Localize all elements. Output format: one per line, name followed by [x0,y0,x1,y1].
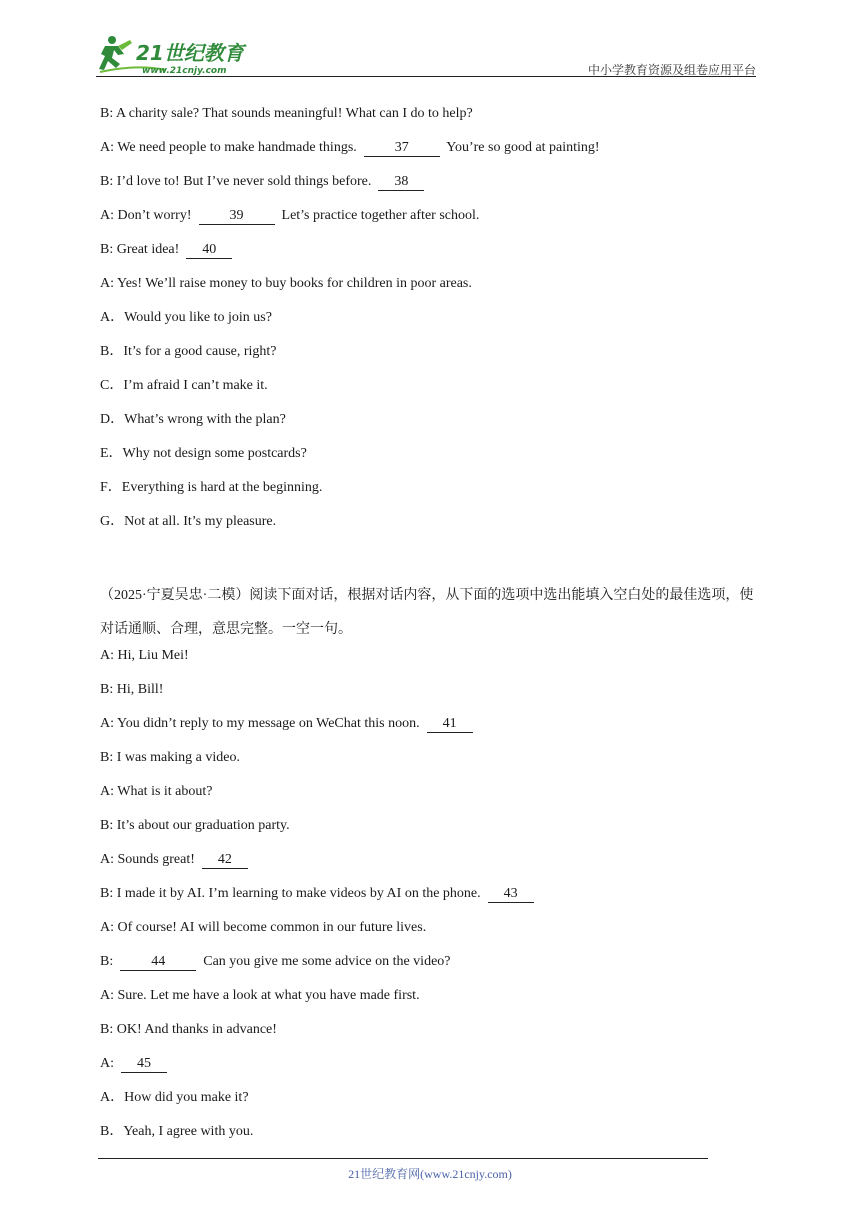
blank-44[interactable]: 44 [120,954,196,971]
line-text: B: I’d love to! But I’ve never sold things before. [100,174,379,189]
dialogue-1 [100,105,765,309]
dialogue-line [100,105,765,139]
blank-37[interactable]: 37 [364,140,440,157]
line-text: A: What is it about? [100,784,213,799]
dialogue-line [100,749,765,783]
line-text-after-blank: Can you give me some advice on the video? [196,954,451,969]
line-text: B: It’s about our graduation party. [100,818,290,833]
option-item: G．Not at all. It’s my pleasure. [100,514,277,529]
line-text: B: I made it by AI. I’m learning to make videos by AI on the phone. [100,886,488,901]
dialogue-line [100,139,765,173]
blank-42[interactable]: 42 [202,852,248,869]
line-text: B: OK! And thanks in advance! [100,1022,277,1037]
question-source: （2025·宁夏吴忠·二模） [100,588,250,603]
dialogue-line [100,817,765,851]
section-gap [100,547,765,579]
line-text: B: I was making a video. [100,750,240,765]
blank-41[interactable]: 41 [427,716,473,733]
option-item: B．It’s for a good cause, right? [100,344,277,359]
dialogue-line [100,173,765,207]
line-text: A: [100,1056,121,1071]
option-item: F．Everything is hard at the beginning. [100,480,323,495]
instruction-text: 阅读下面对话，根据对话内容，从下面的选项中选出能填入空白处的最佳选项，使对话通顺、合理，意思完整。一空一句。 [100,588,754,637]
svg-text:www.21cnjy.com: www.21cnjy.com [142,66,227,76]
dialogue-line [100,241,765,275]
line-text: B: Great idea! [100,242,187,257]
line-text: B: A charity sale? That sounds meaningful! What can I do to help? [100,106,473,121]
dialogue-line [100,647,765,681]
dialogue-line [100,1021,765,1055]
svg-text:21世纪教育: 21世纪教育 [136,41,244,65]
header-divider [96,76,756,77]
footer-text: 21世纪教育网(www.21cnjy.com) [348,1167,512,1181]
dialogue-line [100,851,765,885]
dialogue-line [100,953,765,987]
dialogue-2 [100,647,765,1089]
line-text: A: Of course! AI will become common in our future lives. [100,920,427,935]
option-item: A．How did you make it? [100,1090,249,1105]
document-body [100,105,765,1157]
footer-divider [98,1158,708,1159]
dialogue-line [100,681,765,715]
dialogue-line [100,207,765,241]
blank-38[interactable]: 38 [378,174,424,191]
line-text: B: Hi, Bill! [100,682,164,697]
line-text: A: You didn’t reply to my message on WeChat this noon. [100,716,427,731]
option-item: E．Why not design some postcards? [100,446,307,461]
option-item: D．What’s wrong with the plan? [100,412,286,427]
line-text: A: Sure. Let me have a look at what you have made first. [100,988,420,1003]
dialogue-line [100,275,765,309]
line-text: A: Hi, Liu Mei! [100,648,189,663]
line-text: A: We need people to make handmade things. [100,140,364,155]
dialogue-line [100,783,765,817]
site-logo [96,34,266,76]
options-2 [100,1089,765,1157]
options-1 [100,309,765,547]
dialogue-line [100,1055,765,1089]
line-text: A: Sounds great! [100,852,202,867]
dialogue-line [100,885,765,919]
dialogue-line [100,987,765,1021]
header-platform-text: 中小学教育资源及组卷应用平台 [587,63,756,77]
question-instruction [100,579,765,647]
blank-39[interactable]: 39 [199,208,275,225]
blank-43[interactable]: 43 [488,886,534,903]
line-text-after-blank: Let’s practice together after school. [274,208,480,223]
line-text: A: Yes! We’ll raise money to buy books for children in poor areas. [100,276,472,291]
line-text: B: [100,954,121,969]
blank-40[interactable]: 40 [186,242,232,259]
line-text-after-blank: You’re so good at painting! [439,140,600,155]
dialogue-line [100,715,765,749]
line-text: A: Don’t worry! [100,208,199,223]
option-item: C．I’m afraid I can’t make it. [100,378,268,393]
option-item: A．Would you like to join us? [100,310,272,325]
page-header [96,34,756,78]
dialogue-line [100,919,765,953]
option-item: B．Yeah, I agree with you. [100,1124,254,1139]
blank-45[interactable]: 45 [121,1056,167,1073]
